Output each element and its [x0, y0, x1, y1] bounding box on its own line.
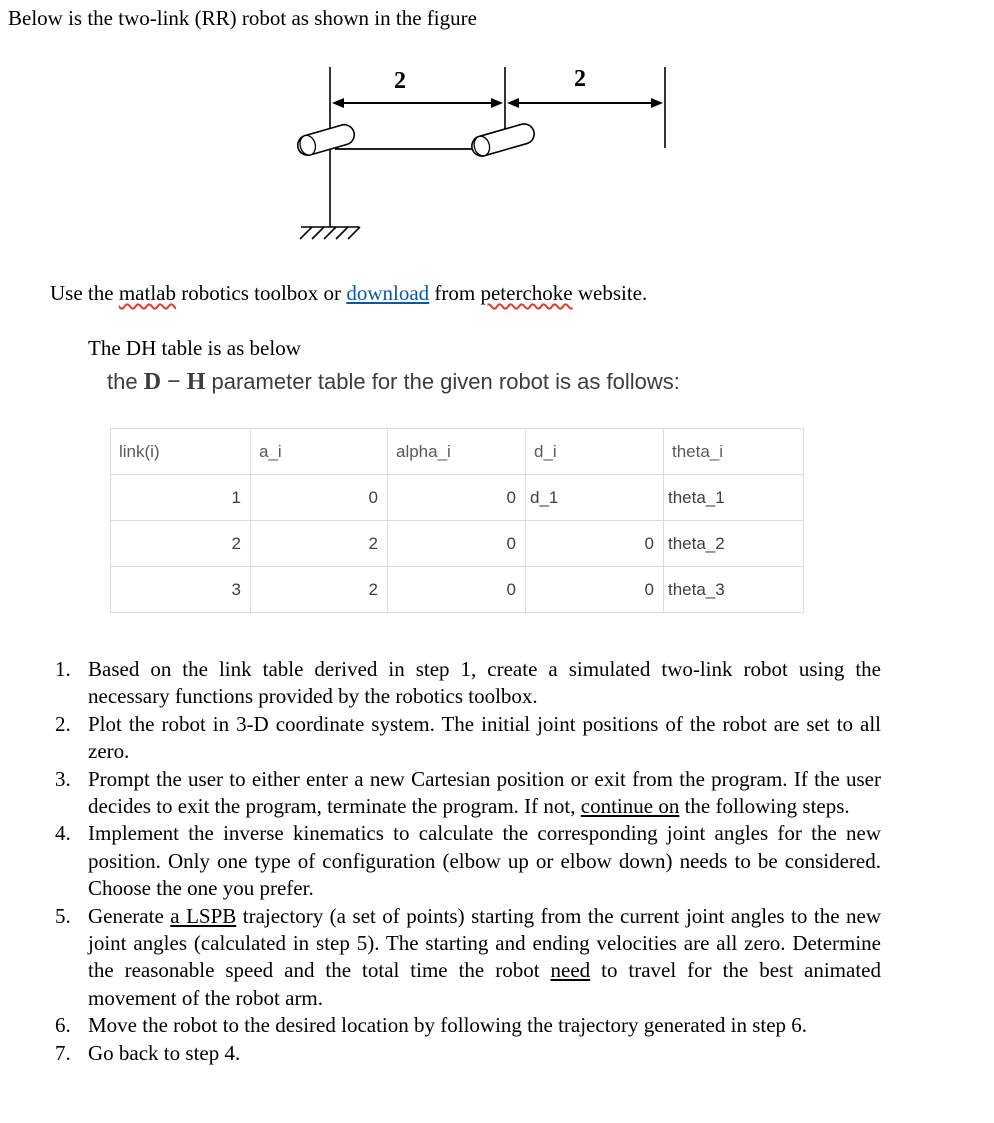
instruction-text — [88, 767, 881, 818]
text-segment: Move the robot to the desired location by following the trajectory generated in step 6. — [88, 1013, 808, 1038]
text-segment: Plot the robot in 3-D coordinate system. The initial joint positions of the robot are set to all zero. — [88, 711, 881, 764]
text-segment: Based on the link table derived in step 1, create a simulated two-link robot using the necessary functions provided by the robotics toolbox. — [88, 657, 881, 709]
text-segment: from — [429, 281, 481, 305]
instruction-text — [88, 904, 881, 1010]
dh-column-header: link(i) — [111, 429, 251, 475]
text-segment: Generate — [88, 903, 171, 928]
instruction-text — [88, 712, 881, 763]
text-segment: Prompt the user to either enter a new Cartesian position or exit from the program. If the user decides to exit the program, terminate the program. If not, — [88, 766, 881, 819]
instruction-number: 3. — [55, 766, 71, 791]
dh-math-symbol: D − H — [143, 369, 206, 395]
instruction-text — [88, 821, 881, 900]
instruction-item — [55, 766, 881, 821]
dh-column-header: a_i — [251, 429, 388, 475]
robot-figure-svg — [0, 0, 994, 252]
dh-intro-text: The DH table is as below — [88, 336, 301, 360]
misspelled-word: peterchoke — [480, 281, 573, 305]
dh-header-row — [111, 429, 804, 475]
dh-table-row — [111, 521, 804, 567]
dh-table-cell: 3 — [111, 567, 251, 613]
dh-subtitle-pre: the — [107, 369, 144, 394]
robot-joint-2 — [469, 122, 536, 159]
download-link[interactable]: download — [346, 281, 430, 305]
grammar-marked-text: continue on — [580, 794, 680, 819]
text-segment: robotics toolbox or — [175, 281, 347, 305]
toolbox-sentence — [50, 281, 647, 306]
text-segment: trajectory (a set of points) starting from the current joint angles to the new joint angles (calculated in step 5). The starting and ending velocities are all zero. Determine the reasonable speed and the total time the robot — [88, 903, 881, 983]
grammar-marked-text: a LSPB — [170, 903, 237, 928]
instruction-text — [88, 657, 881, 708]
dh-table-cell: 2 — [111, 521, 251, 567]
dh-table-cell: 1 — [111, 475, 251, 521]
dimension-arrow-2 — [507, 98, 663, 108]
ground-symbol — [300, 227, 360, 239]
instruction-number: 1. — [55, 657, 71, 681]
instruction-item — [55, 903, 881, 1013]
text-segment: Use the — [50, 281, 119, 305]
dh-table-cell: 0 — [388, 475, 526, 521]
instruction-number: 5. — [55, 903, 71, 928]
dh-table-cell: theta_2 — [664, 521, 804, 567]
instruction-number: 4. — [55, 821, 71, 846]
instructions-list — [55, 656, 881, 1067]
dimension-arrow-1 — [332, 98, 503, 108]
instruction-item — [55, 1040, 881, 1067]
dh-table-row — [111, 567, 804, 613]
dh-subtitle-text — [107, 369, 680, 396]
dh-table-cell: 0 — [388, 567, 526, 613]
dh-table-cell: 0 — [251, 475, 388, 521]
instruction-number: 6. — [55, 1013, 71, 1038]
dh-table-cell: 0 — [526, 567, 664, 613]
text-segment: website. — [572, 281, 648, 305]
dim-label-1: 2 — [394, 68, 406, 94]
robot-joint-1 — [295, 122, 356, 157]
instruction-item — [55, 656, 881, 711]
dh-subtitle-post: parameter table for the given robot is as follows: — [205, 369, 680, 394]
dh-column-header: theta_i — [664, 429, 804, 475]
dh-table-cell: 0 — [388, 521, 526, 567]
instruction-text — [88, 1013, 807, 1037]
dh-table-cell: 2 — [251, 521, 388, 567]
dh-table-cell: theta_3 — [664, 567, 804, 613]
grammar-marked-text: need — [550, 958, 591, 983]
instruction-text — [88, 1041, 240, 1065]
dim-label-2: 2 — [574, 66, 586, 92]
text-segment: Implement the inverse kinematics to calculate the corresponding joint angles for the new position. Only one type of configuration (elbow up or elbow down) needs to be considered. Choose the one you prefer. — [88, 821, 881, 901]
instruction-item — [55, 1012, 881, 1039]
misspelled-word: matlab — [118, 281, 176, 305]
text-segment: to travel for the best animated movement of the robot arm. — [88, 958, 881, 1010]
instruction-number: 7. — [55, 1040, 71, 1065]
dh-column-header: alpha_i — [388, 429, 526, 475]
dh-parameter-table — [110, 428, 804, 613]
intro-text: Below is the two-link (RR) robot as shown in the figure — [8, 6, 477, 30]
instruction-number: 2. — [55, 711, 71, 736]
dh-table-cell: d_1 — [526, 475, 664, 521]
dh-table-cell: theta_1 — [664, 475, 804, 521]
instruction-item — [55, 711, 881, 766]
dh-table-cell: 0 — [526, 521, 664, 567]
text-segment: Go back to step 4. — [88, 1040, 241, 1065]
dh-table-cell: 2 — [251, 567, 388, 613]
text-segment: the following steps. — [679, 794, 850, 819]
dh-column-header: d_i — [526, 429, 664, 475]
instruction-item — [55, 820, 881, 902]
dh-table-row — [111, 475, 804, 521]
